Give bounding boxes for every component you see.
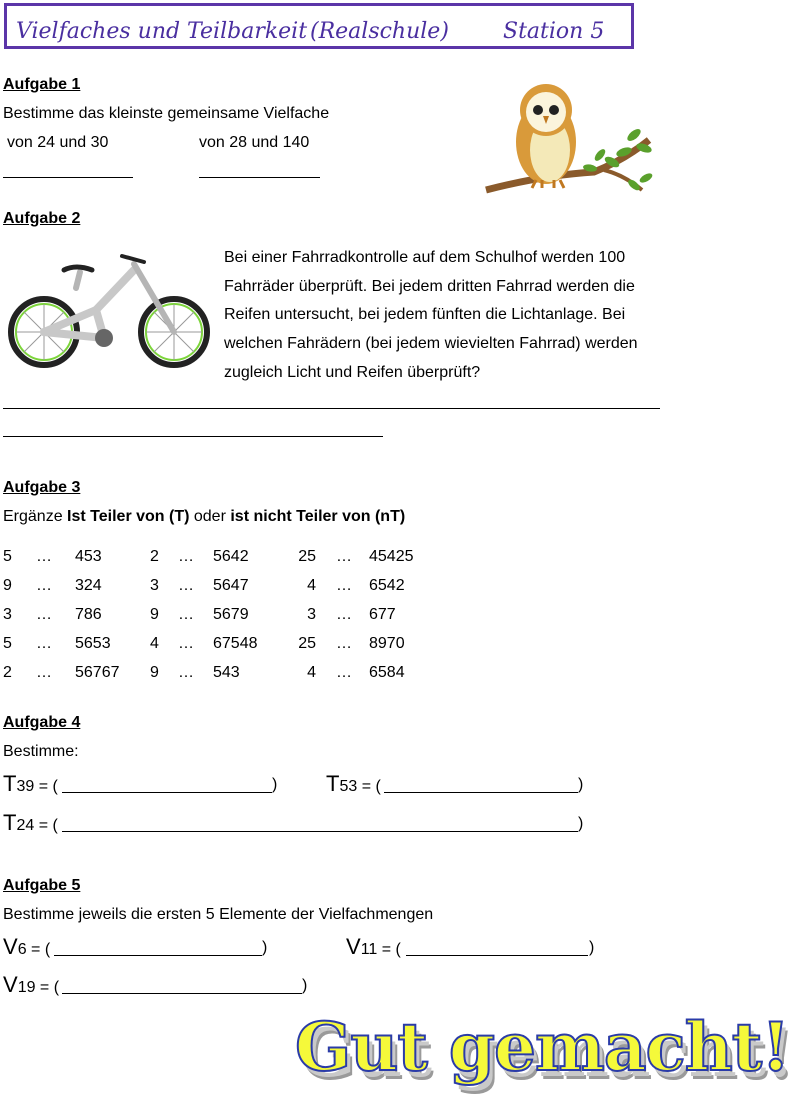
task1-answer-line-b[interactable] xyxy=(199,177,320,178)
t24-answer-line[interactable] xyxy=(62,831,578,832)
dividend-number: 543 xyxy=(213,664,240,681)
blank-dots: … xyxy=(178,664,194,681)
task2-heading: Aufgabe 2 xyxy=(3,210,81,227)
divisor-number: 25 xyxy=(298,548,316,565)
task3-heading: Aufgabe 3 xyxy=(3,479,81,496)
divisor-number: 2 xyxy=(150,548,159,565)
dividend-number: 6584 xyxy=(369,664,405,681)
task2-line-4: welchen Fahrädern (bei jedem wievielten Fahrrad) werden xyxy=(224,335,638,352)
blank-dots: … xyxy=(336,606,352,623)
dividend-number: 453 xyxy=(75,548,102,565)
t53-answer-line[interactable] xyxy=(384,792,578,793)
dividend-number: 324 xyxy=(75,577,102,594)
task1-answer-line-a[interactable] xyxy=(3,177,133,178)
praise-wordart: Gut gemacht! xyxy=(295,1008,789,1086)
task1-heading: Aufgabe 1 xyxy=(3,76,81,93)
task2-line-3: Reifen untersucht, bei jedem fünften die Lichtanlage. Bei xyxy=(224,306,626,323)
divisor-number: 5 xyxy=(3,548,12,565)
divisor-number: 9 xyxy=(150,606,159,623)
divisor-number: 4 xyxy=(307,664,316,681)
blank-dots: … xyxy=(178,548,194,565)
owl-on-branch-illustration xyxy=(484,80,656,202)
v11-close: ) xyxy=(589,939,595,956)
task2-line-1: Bei einer Fahrradkontrolle auf dem Schulhof werden 100 xyxy=(224,249,626,266)
dividend-number: 45425 xyxy=(369,548,414,565)
v19-label: V19 = ( xyxy=(3,972,60,997)
divisor-number: 2 xyxy=(3,664,12,681)
divisor-number: 3 xyxy=(307,606,316,623)
task1-instruction: Bestimme das kleinste gemeinsame Vielfache xyxy=(3,105,330,122)
task2-answer-line-2[interactable] xyxy=(3,436,383,437)
blank-dots: … xyxy=(336,635,352,652)
t39-answer-line[interactable] xyxy=(62,792,272,793)
station-label: Station 5 xyxy=(503,19,605,44)
v11-answer-line[interactable] xyxy=(406,955,588,956)
dividend-number: 5653 xyxy=(75,635,111,652)
v11-label: V11 = ( xyxy=(346,934,401,959)
v6-answer-line[interactable] xyxy=(54,955,262,956)
task1-item-a: von 24 und 30 xyxy=(7,134,109,151)
divisor-number: 9 xyxy=(150,664,159,681)
dividend-number: 5647 xyxy=(213,577,249,594)
t53-close: ) xyxy=(578,776,584,793)
v19-answer-line[interactable] xyxy=(62,993,302,994)
divisor-number: 25 xyxy=(298,635,316,652)
task2-line-5: zugleich Licht und Reifen überprüft? xyxy=(224,364,481,381)
divisor-number: 4 xyxy=(150,635,159,652)
blank-dots: … xyxy=(36,606,52,623)
divisor-number: 4 xyxy=(307,577,316,594)
blank-dots: … xyxy=(36,577,52,594)
task1-item-b: von 28 und 140 xyxy=(199,134,310,151)
t24-label: T24 = ( xyxy=(3,810,58,835)
dividend-number: 56767 xyxy=(75,664,120,681)
task4-heading: Aufgabe 4 xyxy=(3,714,81,731)
v6-label: V6 = ( xyxy=(3,934,51,959)
task2-line-2: Fahrräder überprüft. Bei jedem dritten Fahrrad werden die xyxy=(224,278,635,295)
blank-dots: … xyxy=(36,548,52,565)
divisor-number: 5 xyxy=(3,635,12,652)
worksheet-title: Vielfaches und Teilbarkeit xyxy=(16,19,308,44)
t39-close: ) xyxy=(272,776,278,793)
t39-label: T39 = ( xyxy=(3,771,58,796)
blank-dots: … xyxy=(178,606,194,623)
task4-instruction: Bestimme: xyxy=(3,743,79,760)
task2-answer-line-1[interactable] xyxy=(3,408,660,409)
dividend-number: 67548 xyxy=(213,635,258,652)
divisor-number: 3 xyxy=(3,606,12,623)
dividend-number: 5679 xyxy=(213,606,249,623)
task5-instruction: Bestimme jeweils die ersten 5 Elemente der Vielfachmengen xyxy=(3,906,434,923)
divisor-number: 9 xyxy=(3,577,12,594)
dividend-number: 6542 xyxy=(369,577,405,594)
v6-close: ) xyxy=(262,939,268,956)
mountain-bike-illustration xyxy=(4,250,214,374)
v19-close: ) xyxy=(302,977,308,994)
blank-dots: … xyxy=(336,548,352,565)
blank-dots: … xyxy=(178,577,194,594)
task3-instruction: Ergänze Ist Teiler von (T) oder ist nicht Teiler von (nT) xyxy=(3,508,406,525)
school-type: (Realschule) xyxy=(310,19,449,44)
blank-dots: … xyxy=(336,664,352,681)
blank-dots: … xyxy=(36,635,52,652)
blank-dots: … xyxy=(178,635,194,652)
blank-dots: … xyxy=(36,664,52,681)
blank-dots: … xyxy=(336,577,352,594)
t24-close: ) xyxy=(578,815,584,832)
dividend-number: 786 xyxy=(75,606,102,623)
dividend-number: 677 xyxy=(369,606,396,623)
dividend-number: 8970 xyxy=(369,635,405,652)
divisor-number: 3 xyxy=(150,577,159,594)
task5-heading: Aufgabe 5 xyxy=(3,877,81,894)
dividend-number: 5642 xyxy=(213,548,249,565)
t53-label: T53 = ( xyxy=(326,771,381,796)
